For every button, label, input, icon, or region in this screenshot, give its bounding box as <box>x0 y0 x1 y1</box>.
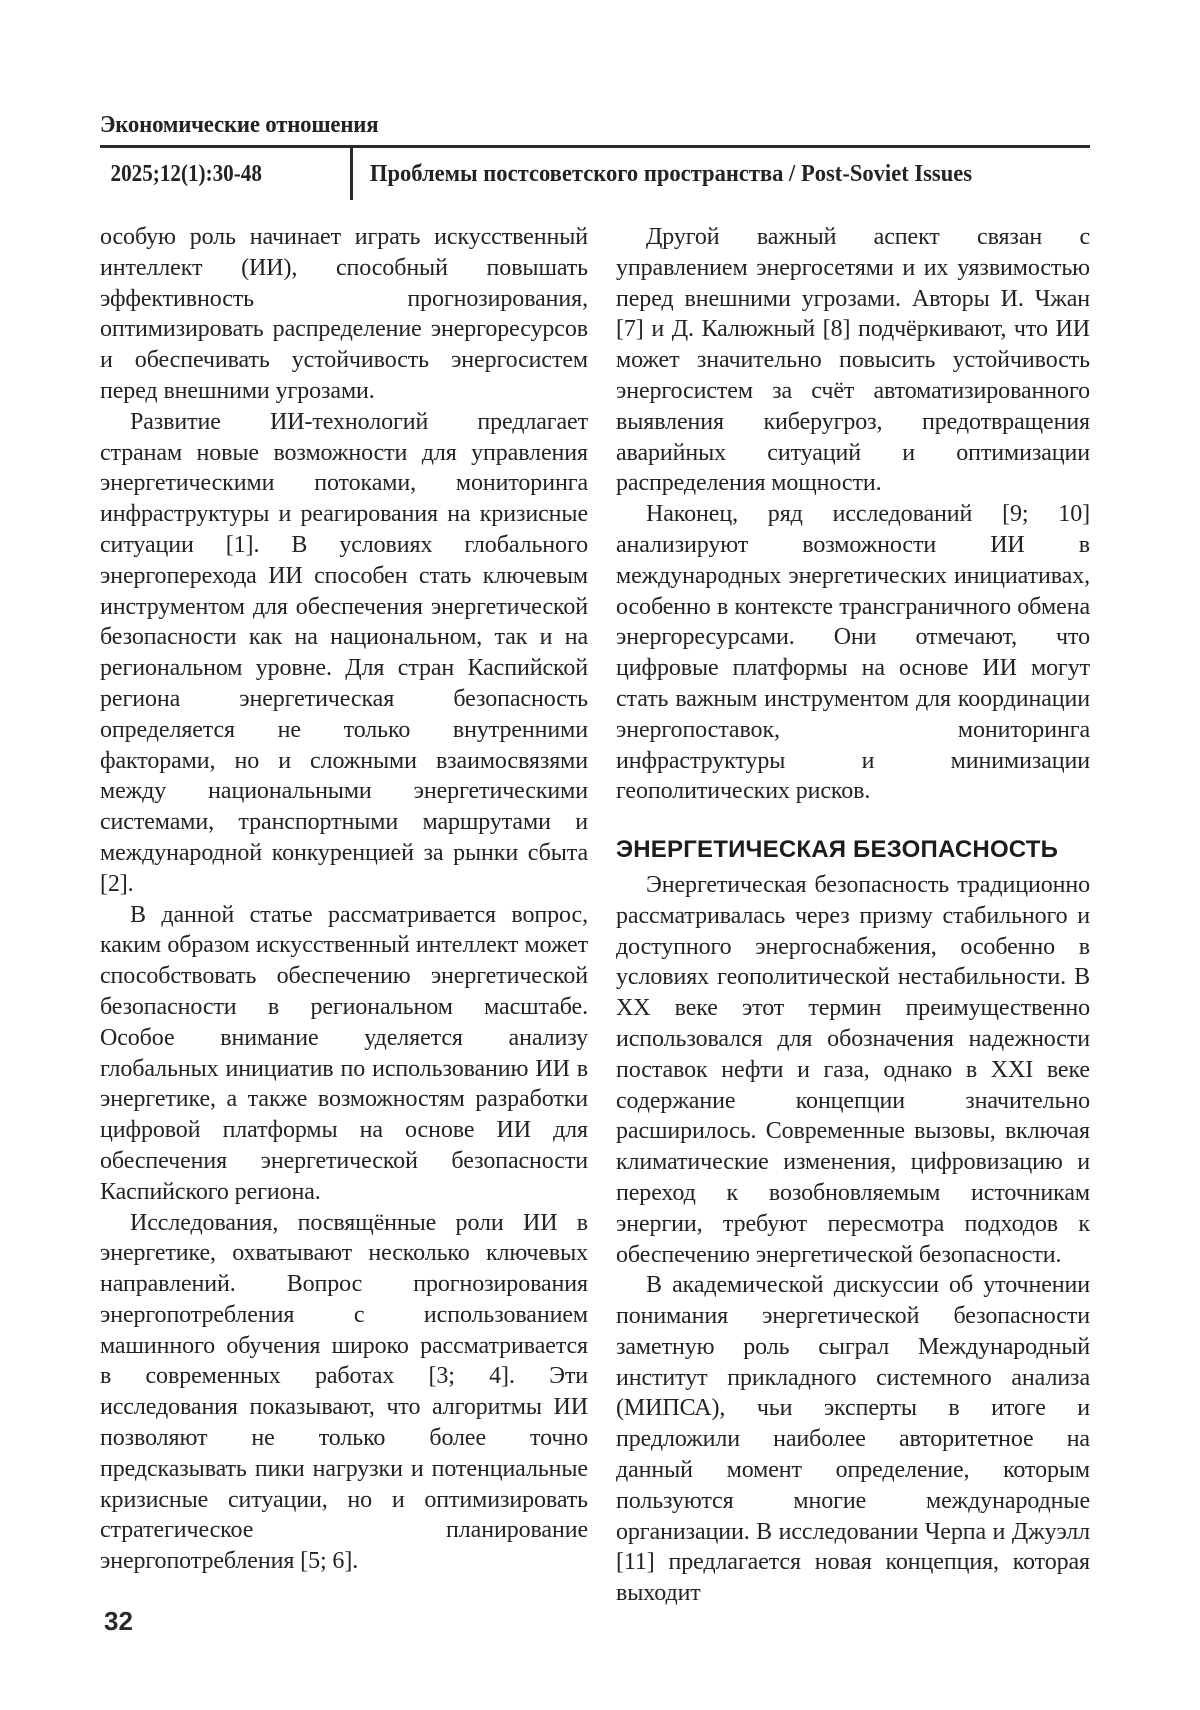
paragraph: В данной статье рассматривается вопрос, каким образом искусственный интеллект может способствовать обеспечению энергетической безопасности в региональном масштабе. Особое внимание уделяется анализу глобальных инициатив по использованию ИИ в энергетике, а также возможностям разработки цифровой платформы на основе ИИ для обеспечения энергетической безопасности Каспийского региона. <box>100 901 588 1205</box>
page-number: 32 <box>104 1606 133 1636</box>
running-head: Экономические отношения <box>100 112 379 138</box>
page-header <box>100 110 1090 200</box>
journal-title: Проблемы постсоветского пространства / Post-Soviet Issues <box>369 160 973 187</box>
paragraph: Другой важный аспект связан с управлением энергосетями и их уязвимостью перед внешними угрозами. Авторы И. Чжан [7] и Д. Калюжный [8] подчёркивают, что ИИ может значительно повысить устойчивость энергосистем за счёт автоматизированного выявления киберугроз, предотвращения аварийных ситуаций и оптимизации распределения мощности. <box>616 224 1090 497</box>
paragraph: В академической дискуссии об уточнении понимания энергетической безопасности заметную роль сыграл Международный институт прикладного системного анализа (МИПСА), чьи эксперты в итоге и предложили наиболее авторитетное на данный момент определение, которым пользуются многие международные организации. В исследовании Черпа и Джуэлл [11] предлагается новая концепция, которая выходит <box>616 1272 1090 1607</box>
paragraph: Наконец, ряд исследований [9; 10] анализируют возможности ИИ в международных энергетических инициативах, особенно в контексте трансграничного обмена энергоресурсами. Они отмечают, что цифровые платформы на основе ИИ могут стать важным инструментом для координации энергопоставок, мониторинга инфраструктуры и минимизации геополитических рисков. <box>616 501 1090 805</box>
left-column <box>100 222 588 1609</box>
paragraph: Энергетическая безопасность традиционно рассматривалась через призму стабильного и доступного энергоснабжения, особенно в условиях геополитической нестабильности. В XX веке этот термин преимущественно использовался для обозначения надежности поставок нефти и газа, однако в XXI веке содержание концепции значительно расширилось. Современные вызовы, включая климатические изменения, цифровизацию и переход к возобновляемым источникам энергии, требуют пересмотра подходов к обеспечению энергетической безопасности. <box>616 871 1090 1268</box>
paragraph: Исследования, посвящённые роли ИИ в энергетике, охватывают несколько ключевых направлений. Вопрос прогнозирования энергопотребления с использованием машинного обучения широко рассматривается в современных работах [3; 4]. Эти исследования показывают, что алгоритмы ИИ позволяют не только более точно предсказывать пики нагрузки и потенциальные кризисные ситуации, но и оптимизировать стратегическое планирование энергопотребления [5; 6]. <box>100 1209 588 1575</box>
article-body <box>100 222 1090 1609</box>
citation: 2025;12(1):30-48 <box>110 160 262 187</box>
paragraph: особую роль начинает играть искусственный интеллект (ИИ), способный повышать эффективность прогнозирования, оптимизировать распределение энергоресурсов и обеспечивать устойчивость энергосистем перед внешними угрозами. <box>100 224 588 404</box>
right-column <box>616 222 1090 1609</box>
citation-row <box>100 148 1090 200</box>
paragraph: Развитие ИИ-технологий предлагает странам новые возможности для управления энергетическими потоками, мониторинга инфраструктуры и реагирования на кризисные ситуации [1]. В условиях глобального энергоперехода ИИ способен стать ключевым инструментом для обеспечения энергетической безопасности как на национальном, так и на региональном уровне. Для стран Каспийской региона энергетическая безопасность определяется не только внутренними факторами, но и сложными взаимосвязями между национальными энергетическими системами, транспортными маршрутами и международной конкуренцией за рынки сбыта [2]. <box>100 408 588 897</box>
section-heading: ЭНЕРГЕТИЧЕСКАЯ БЕЗОПАСНОСТЬ <box>616 836 1059 864</box>
